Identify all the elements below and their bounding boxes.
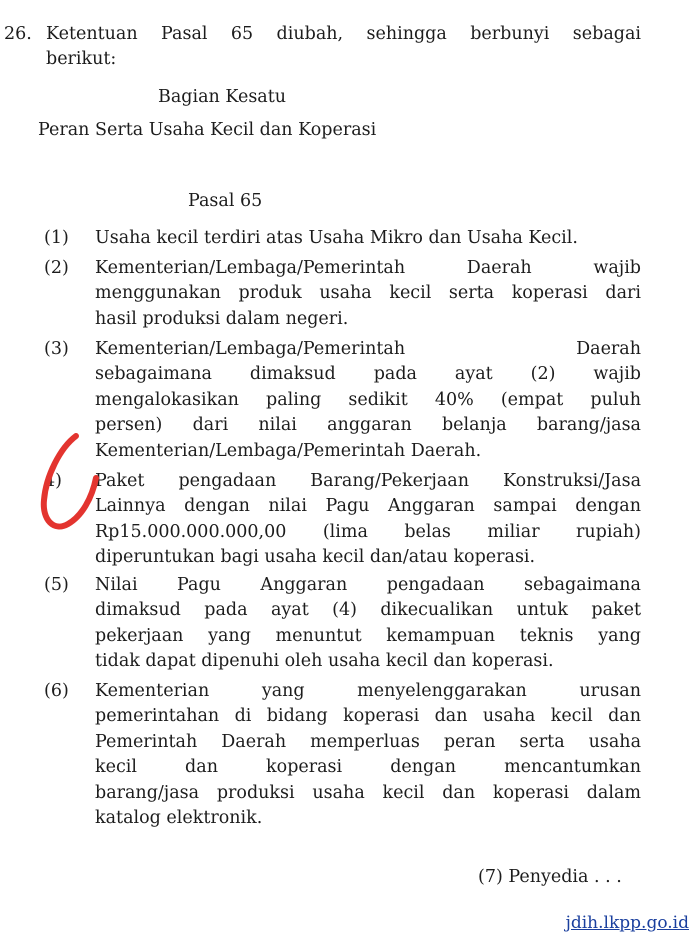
paragraph-line: Usaha kecil terdiri atas Usaha Mikro dan Usaha Kecil. — [95, 228, 578, 248]
paragraph-line: pekerjaan yang menuntut kemampuan teknis yang — [95, 625, 641, 646]
paragraph-line: Rp15.000.000.000,00 (lima belas miliar rupiah) — [95, 521, 641, 542]
paragraph-line: Pemerintah Daerah memperluas peran serta usaha — [95, 731, 641, 752]
paragraph-line: dimaksud pada ayat (4) dikecualikan untuk paket — [95, 600, 641, 621]
paragraph-3 — [95, 337, 641, 464]
paragraph-line: Lainnya dengan nilai Pagu Anggaran sampai dengan — [95, 496, 641, 517]
paragraph-line: Nilai Pagu Anggaran pengadaan sebagaimana — [95, 575, 641, 595]
paragraph-line: barang/jasa produksi usaha kecil dan koperasi dalam — [95, 782, 641, 803]
paragraph-6 — [95, 679, 641, 831]
paragraph-line: pemerintahan di bidang koperasi dan usaha kecil dan — [95, 706, 641, 727]
item-intro-line-2: berikut: — [46, 49, 117, 69]
paragraph-number: (1) — [44, 228, 69, 248]
footer-source-link[interactable]: jdih.lkpp.go.id — [565, 913, 689, 933]
paragraph-1 — [95, 226, 641, 251]
paragraph-4 — [95, 469, 641, 571]
section-title: Peran Serta Usaha Kecil dan Koperasi — [38, 120, 377, 140]
paragraph-line: tidak dapat dipenuhi oleh usaha kecil dan koperasi. — [95, 651, 554, 672]
paragraph-number: (2) — [44, 258, 69, 278]
paragraph-line: hasil produksi dalam negeri. — [95, 308, 349, 329]
paragraph-line: Kementerian/Lembaga/Pemerintah Daerah. — [95, 440, 482, 461]
paragraph-number: (6) — [44, 681, 69, 701]
paragraph-line: sebagaimana dimaksud pada ayat (2) wajib — [95, 364, 641, 385]
paragraph-line: Kementerian yang menyelenggarakan urusan — [95, 681, 641, 701]
item-intro-line-1 — [46, 22, 641, 46]
item-number: 26. — [4, 24, 32, 44]
paragraph-line: diperuntukan bagi usaha kecil dan/atau koperasi. — [95, 547, 536, 568]
paragraph-line: persen) dari nilai anggaran belanja barang/jasa — [95, 415, 641, 436]
paragraph-line: Paket pengadaan Barang/Pekerjaan Konstruksi/Jasa — [95, 471, 641, 491]
paragraph-number: (3) — [44, 339, 69, 359]
item-intro-text: Ketentuan Pasal 65 diubah, sehingga berbunyi sebagai — [46, 24, 641, 44]
paragraph-number: (5) — [44, 575, 69, 595]
paragraph-2 — [95, 256, 641, 332]
paragraph-line: Kementerian/Lembaga/Pemerintah Daerah wajib — [95, 258, 641, 278]
continuation-marker: (7) Penyedia . . . — [478, 867, 622, 887]
paragraph-line: menggunakan produk usaha kecil serta koperasi dari — [95, 283, 641, 304]
red-pen-mark — [30, 428, 110, 538]
paragraph-line: mengalokasikan paling sedikit 40% (empat puluh — [95, 389, 641, 410]
section-heading: Bagian Kesatu — [158, 87, 287, 107]
paragraph-5 — [95, 573, 641, 675]
paragraph-line: katalog elektronik. — [95, 808, 263, 829]
paragraph-line: kecil dan koperasi dengan mencantumkan — [95, 757, 641, 778]
paragraph-number: 4) — [44, 471, 62, 491]
paragraph-line: Kementerian/Lembaga/Pemerintah Daerah — [95, 339, 641, 359]
article-title: Pasal 65 — [188, 191, 263, 211]
